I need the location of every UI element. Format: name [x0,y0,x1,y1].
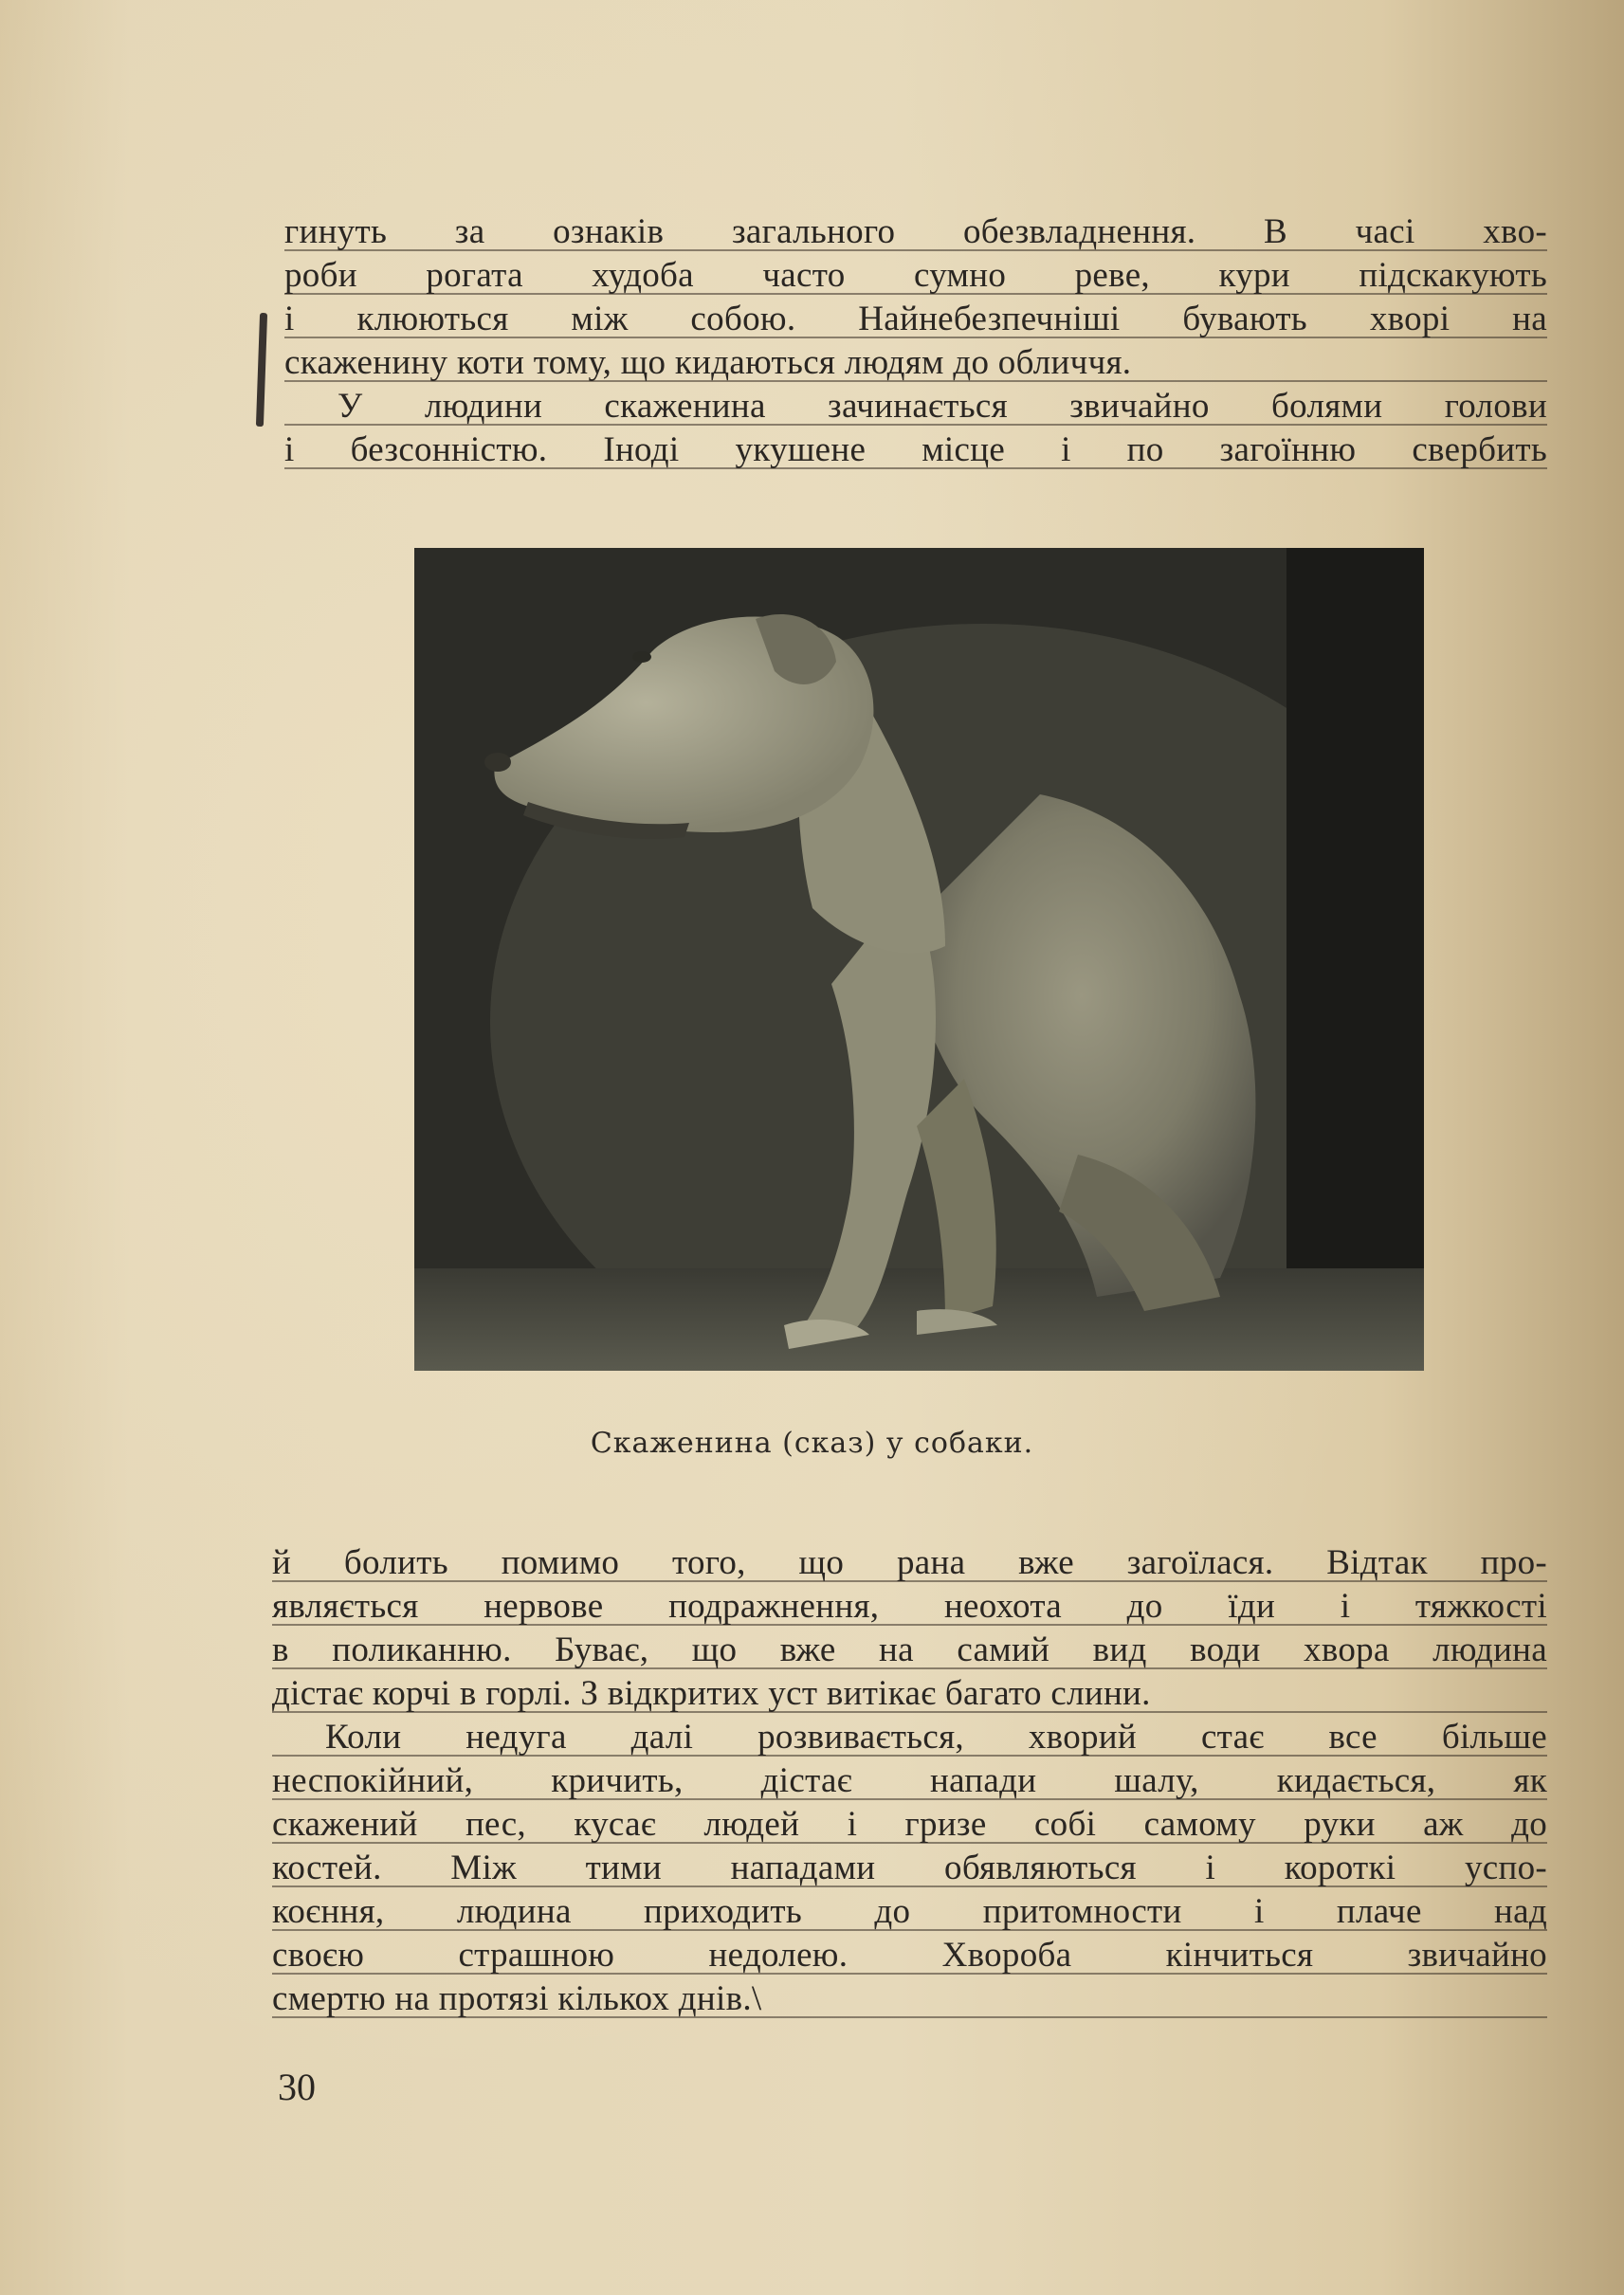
text-line: смертю на протязі кількох днів.\ [272,1977,1547,2021]
text-line: й болить помимо того, що рана вже загоїлася. Відтак про- [272,1541,1547,1585]
text-line: роби рогата худоба часто сумно реве, кури підскакують [284,254,1547,298]
text-line: і клюються між собою. Найнебезпечніші бувають хворі на [284,298,1547,341]
text-line: Коли недуга далі розвивається, хворий стає все більше [272,1716,1547,1759]
margin-pencil-mark [256,313,267,427]
text-line: костей. Між тими нападами обявляються і короткі успо- [272,1847,1547,1890]
text-line: і безсонністю. Іноді укушене місце і по загоїнню свербить [284,428,1547,472]
text-line: гинуть за ознаків загального обезвладнення. В часі хво- [284,210,1547,254]
text-line: коєння, людина приходить до притомности і плаче над [272,1890,1547,1934]
bottom-paragraphs [272,1541,1547,2021]
text-line: в поликанню. Буває, що вже на самий вид води хвора людина [272,1629,1547,1672]
text-line: своєю страшною недолею. Хвороба кінчиться звичайно [272,1934,1547,1977]
photo-caption: Скаженина (сказ) у собаки. [590,1427,1034,1460]
dog-photograph [414,548,1424,1371]
page-number: 30 [278,2066,316,2108]
text-line: дістає корчі в горлі. З відкритих уст витікає багато слини. [272,1672,1547,1716]
text-line: являється нервове подражнення, неохота до їди і тяжкості [272,1585,1547,1629]
text-line: неспокійний, кричить, дістає напади шалу, кидається, як [272,1759,1547,1803]
text-line: скажений пес, кусає людей і гризе собі самому руки аж до [272,1803,1547,1847]
top-paragraphs [284,210,1547,472]
text-line: скаженину коти тому, що кидаються людям до обличчя. [284,341,1547,385]
text-line: У людини скаженина зачинається звичайно болями голови [284,385,1547,428]
